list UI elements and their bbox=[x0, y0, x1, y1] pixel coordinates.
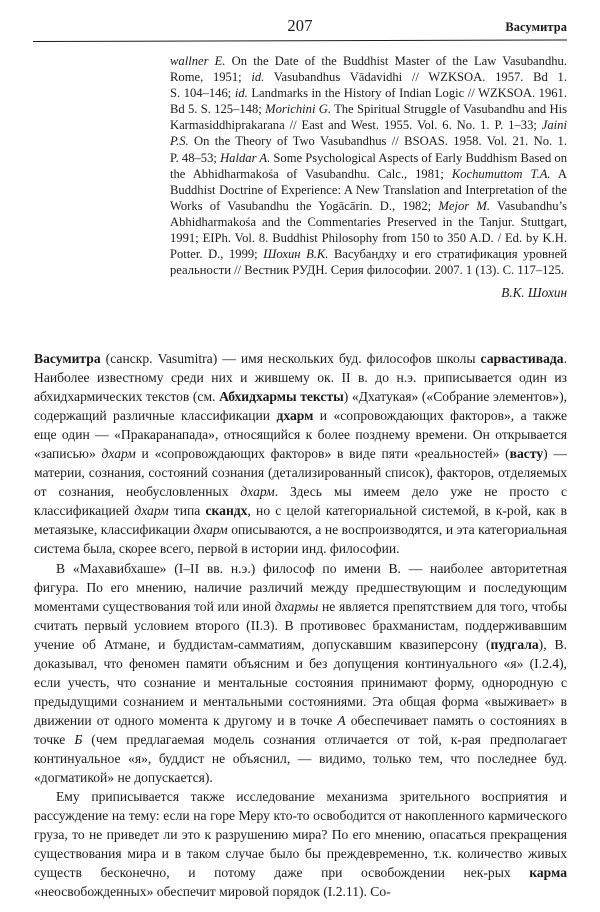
entry-paragraph-1: Васумитра (санскр. Vasumitra) — имя нескольких буд. философов школы сарвастивада. Наиболее известному среди них и жившему ок. II в. до н.э. приписывается один из абхидхармических текстов (см. Абхидхармы тексты) «Дхатукая» («Собрание элементов»), содержащий различные классификации дхарм и «сопровождающих факторов», а также еще один — «Пракаранапада», относящийся к более позднему времени. Он открывается «записью» дхарм и «сопровождающих факторов» в виде пяти «реальностей» (васту) — материи, сознания, состояний сознания (детализированный список), факторов, отделяемых от сознания, необусловленных дхарм. Здесь мы имеем дело уже не просто с классификацией дхарм типа скандх, но с целой категориальной системой, в к-рой, как в метаязыке, классификации дхарм описываются, а не воспроизводятся, и эта категориальная система была, скорее всего, первой в истории инд. философии. bbox=[34, 351, 568, 557]
article-body bbox=[34, 349, 567, 901]
entry-headword: Васумитра bbox=[34, 351, 101, 366]
author-signature: В.К. Шохин bbox=[501, 285, 567, 300]
bibliography-block bbox=[170, 53, 567, 278]
bibliography-text: wallner E. On the Date of the Buddhist Master of the Law Vasubandhu. Rome, 1951; id. Vasubandhus Vādavidhi // WZKSOA. 1957. Bd 1. S. 104–146; id. Landmarks in the History of Indian Logic // WZKSOA. 1961. Bd 5. S. 125–148; Morichini G. The Spiritual Struggle of Vasubandhu and His Karmasiddhiprakarana // East and West. 1955. Vol. 6. No. 1. P. 1–33; Jaini P.S. On the Theory of Two Vasubandhus // BSOAS. 1958. Vol. 21. No. 1. P. 48–53; Haldar A. Some Psychological Aspects of Early Buddhism Based on the Abhidharmakośa of Vasubandhu. Calc., 1981; Kochumuttom T.A. A Buddhist Doctrine of Experience: A New Translation and Interpretation of the Works of Vasubandhu the Yogācārin. D., 1982; Mejor M. Vasubandhu’s Abhidharmakośa and the Commentaries Preserved in the Tanjur. Stuttgart, 1991; EIPh. Vol. 8. Buddhist Philosophy from 150 to 350 A.D. / Ed. by K.H. Potter. D., 1999; Шохин В.К. Васубандху и его стратификация уровней реальности // Вестник РУДН. Серия философии. 2007. 1 (13). С. 117–125. bbox=[170, 54, 568, 278]
entry-paragraph-3: Ему приписывается также исследование механизма зрительного восприятия и рассуждение на тему: если на горе Меру кто-то освободится от накопленного кармического груза, то не приведет ли это к разрушению мира? По его мнению, опасаться прекращения существования мира и в таком случае было бы преждевременно, т.к. количество живых существ бесконечно, и потому даже при освобождении нек-рых карма «неосвобожденных» обеспечит мировой порядок (I.2.11). Со- bbox=[34, 789, 567, 900]
page-number: 207 bbox=[287, 16, 313, 35]
header-rule bbox=[33, 40, 567, 42]
running-head bbox=[33, 16, 567, 38]
entry-paragraph-2: В «Махавибхаше» (I–II вв. н.э.) философ по имени В. — наиболее авторитетная фигура. По его мнению, наличие различий между предшествующим и последующим моментами существования той или иной дхармы не является препятствием для того, чтобы считать первый условием второго (II.3). В противовес брахманистам, поддерживавшим учение об Атмане, и буддистам-самматиям, допускавшим квазиперсону (пудгала), В. доказывал, что феномен памяти объясним и без допущения континуального «я» (I.2.4), если учесть, что сознание и ментальные состояния принимают форму, однородную с предыдущими сознанием и ментальными состояниями. Эта общая форма «выживает» в движении от одного момента к другому и в точке А обеспечивает память о состояниях в точке Б (чем предлагаемая модель сознания отличается от той, к-рая предполагает континуальное «я», буддист не объяснил, — видимо, только тем, что последнее буд. «догматикой» не допускается). bbox=[34, 560, 568, 786]
running-title: Васумитра bbox=[505, 20, 567, 34]
